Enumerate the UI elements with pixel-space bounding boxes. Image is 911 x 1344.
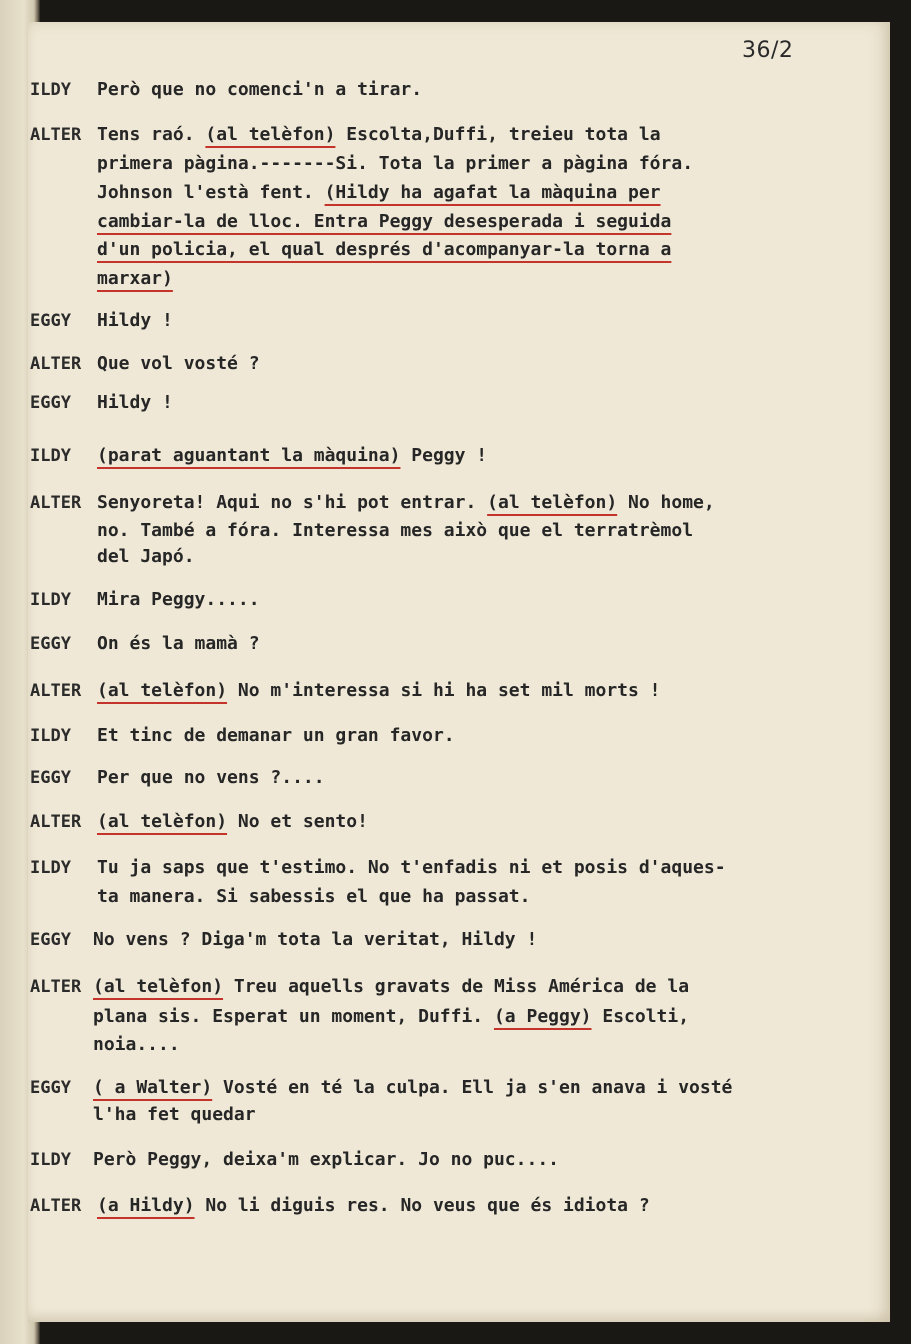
dialogue-line: l'ha fet quedar [93, 1104, 256, 1125]
dialogue-line: cambiar-la de lloc. Entra Peggy desesperada i seguida [97, 211, 672, 232]
dialogue-line: ta manera. Si sabessis el que ha passat. [97, 886, 531, 907]
speaker-name: ILDY [30, 446, 71, 466]
dialogue-line: noia.... [93, 1034, 180, 1055]
speaker-name: ALTER [30, 493, 82, 513]
speaker-name: EGGY [30, 1078, 71, 1098]
dialogue-line: Senyoreta! Aqui no s'hi pot entrar. (al telèfon) No home, [97, 492, 715, 513]
speaker-name: ILDY [30, 858, 71, 878]
dialogue-line: d'un policia, el qual després d'acompanyar-la torna a [97, 239, 672, 260]
speaker-name: ALTER [30, 354, 82, 374]
dialogue-line: Tens raó. (al telèfon) Escolta,Duffi, treieu tota la [97, 124, 661, 145]
dialogue-line: On és la mamà ? [97, 633, 260, 654]
dialogue-line: (al telèfon) Treu aquells gravats de Miss América de la [93, 976, 690, 997]
dialogue-line: Però Peggy, deixa'm explicar. Jo no puc.... [93, 1149, 559, 1170]
speaker-name: EGGY [30, 768, 71, 788]
dialogue-line: Et tinc de demanar un gran favor. [97, 725, 455, 746]
dialogue-line: ( a Walter) Vosté en té la culpa. Ell ja s'en anava i vosté [93, 1077, 733, 1098]
speaker-name: EGGY [30, 930, 71, 950]
dialogue-line: del Japó. [97, 546, 195, 567]
dialogue-line: marxar) [97, 268, 173, 289]
dialogue-line: (a Hildy) No li diguis res. No veus que és idiota ? [97, 1195, 650, 1216]
dialogue-line: primera pàgina.-------Si. Tota la primer a pàgina fóra. [97, 153, 694, 174]
dialogue-line: plana sis. Esperat un moment, Duffi. (a Peggy) Escolti, [93, 1006, 690, 1027]
dialogue-line: Hildy ! [97, 310, 173, 331]
speaker-name: ILDY [30, 726, 71, 746]
speaker-name: ILDY [30, 1150, 71, 1170]
dialogue-line: no. També a fóra. Interessa mes això que el terratrèmol [97, 520, 694, 541]
dialogue-line: Però que no comenci'n a tirar. [97, 79, 423, 100]
speaker-name: EGGY [30, 311, 71, 331]
dialogue-line: (parat aguantant la màquina) Peggy ! [97, 445, 488, 466]
speaker-name: ALTER [30, 977, 82, 997]
dialogue-line: Que vol vosté ? [97, 353, 260, 374]
dialogue-line: (al telèfon) No m'interessa si hi ha set mil morts ! [97, 680, 661, 701]
dialogue-line: Per que no vens ?.... [97, 767, 325, 788]
dialogue-line: Tu ja saps que t'estimo. No t'enfadis ni et posis d'aques- [97, 857, 726, 878]
dialogue-line: (al telèfon) No et sento! [97, 811, 368, 832]
speaker-name: ILDY [30, 590, 71, 610]
dialogue-line: Johnson l'està fent. (Hildy ha agafat la màquina per [97, 182, 661, 203]
page-number: 36/2 [742, 38, 794, 63]
speaker-name: EGGY [30, 393, 71, 413]
dialogue-line: Mira Peggy..... [97, 589, 260, 610]
dialogue-line: Hildy ! [97, 392, 173, 413]
speaker-name: EGGY [30, 634, 71, 654]
dialogue-line: No vens ? Diga'm tota la veritat, Hildy ! [93, 929, 538, 950]
speaker-name: ALTER [30, 681, 82, 701]
speaker-name: ILDY [30, 80, 71, 100]
speaker-name: ALTER [30, 812, 82, 832]
speaker-name: ALTER [30, 125, 82, 145]
speaker-name: ALTER [30, 1196, 82, 1216]
